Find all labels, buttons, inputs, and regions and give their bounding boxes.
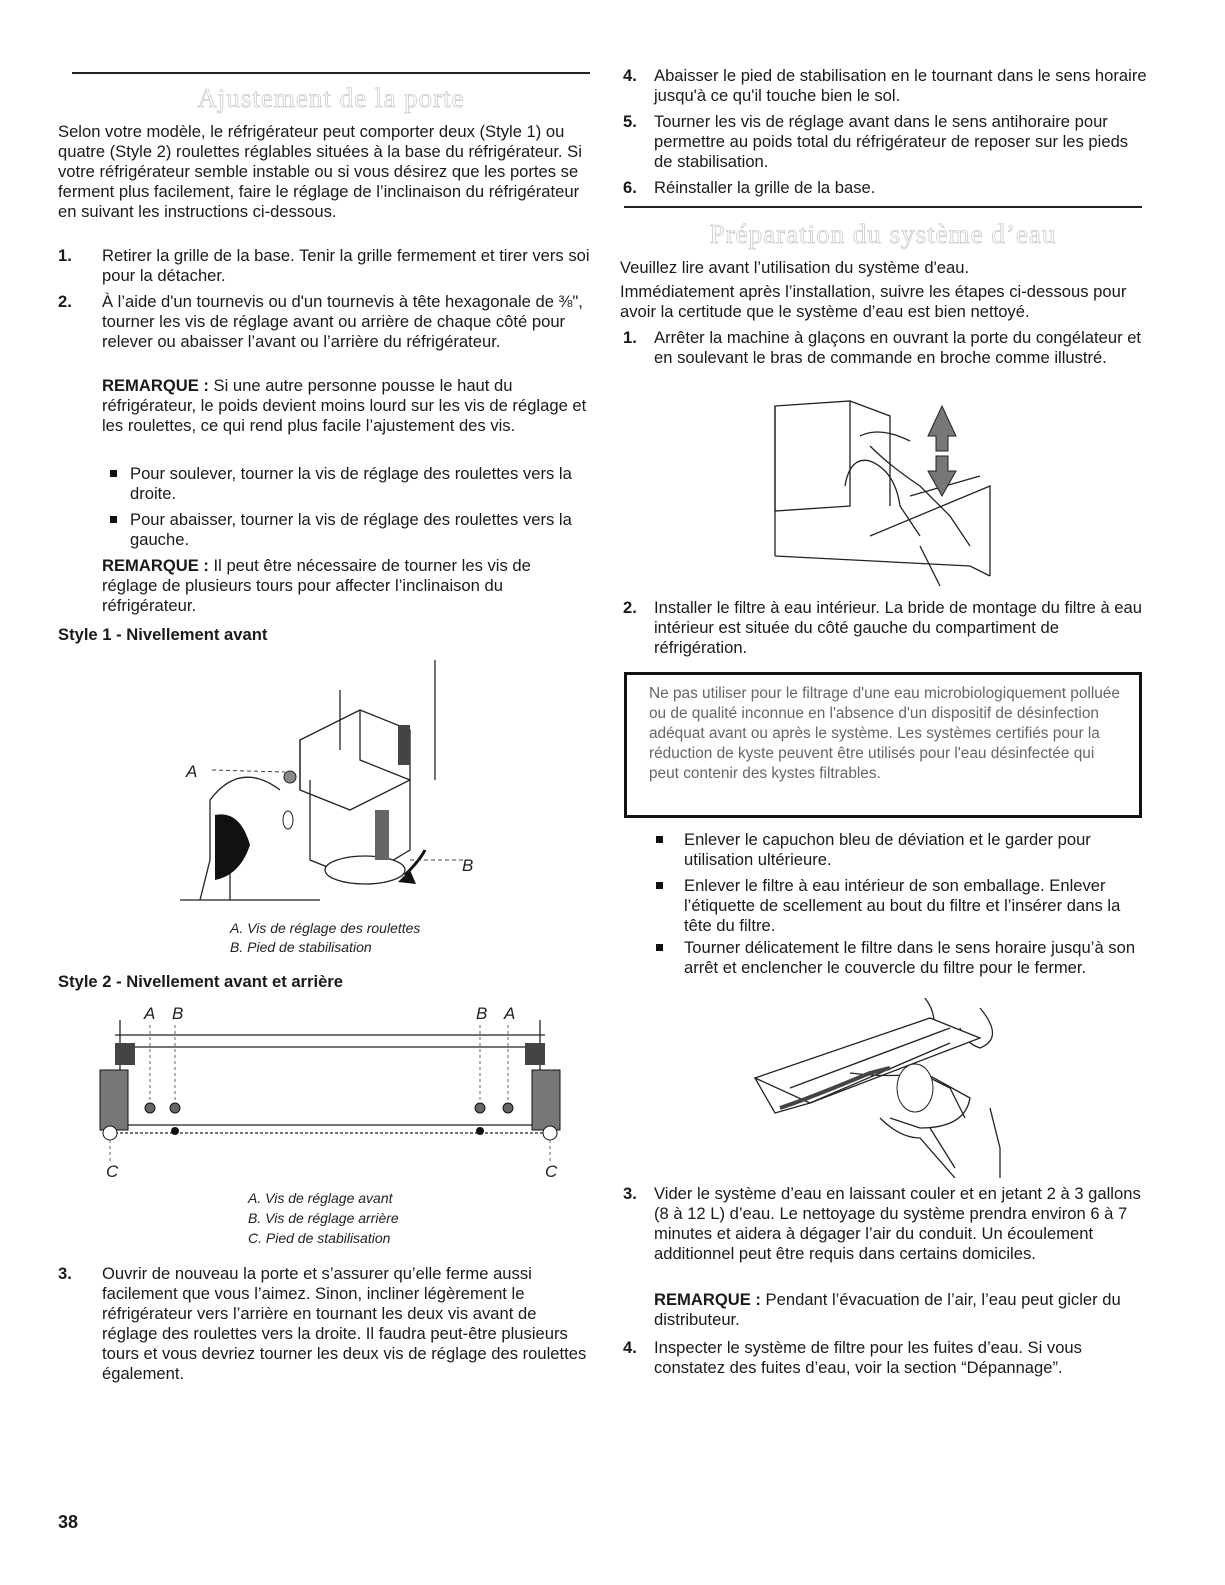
warning-text: Ne pas utiliser pour le filtrage d'une eau microbiologiquement polluée ou de qualité inconnue en l'absence d'un dispositif de désinfection adéquat avant ou après le système. Les systèmes certifiés pour la réduction de kyste peuvent être utilisés pour l'eau désinfectée qui peut contenir des kystes filtrables. <box>649 685 1120 782</box>
step-number: 2. <box>58 292 72 311</box>
note-paragraph: REMARQUE : Si une autre personne pousse le haut du réfrigérateur, le poids devient moins lourd sur les vis de réglage et les roulettes, ce qui rend plus facile l’ajustement des vis. <box>102 376 587 435</box>
step-text: Vider le système d’eau en laissant couler et en jetant 2 à 3 gallons (8 à 12 L) d’eau. Le nettoyage du système prendra environ 6 à 7 minutes et aidera à dégager l’air du conduit. Un écoulement additionnel peut être requis dans certains domiciles. <box>654 1184 1141 1263</box>
bullet-text: Pour soulever, tourner la vis de réglage des roulettes vers la droite. <box>130 464 572 503</box>
bullet-marker <box>656 944 663 951</box>
figure-caption: C. Pied de stabilisation <box>248 1230 391 1246</box>
section-heading-door: Ajustement de la porte <box>197 83 465 113</box>
bullet-text: Enlever le filtre à eau intérieur de son emballage. Enlever l’étiquette de scellement au bout du filtre et l’insérer dans la tête du filtre. <box>684 876 1121 935</box>
figure-label-b: B <box>172 1004 184 1023</box>
figure-label-b: B <box>476 1004 488 1023</box>
step-number: 3. <box>623 1184 637 1203</box>
figure-label-b: B <box>462 856 474 875</box>
step-number: 4. <box>623 66 637 85</box>
step-text: À l’aide d'un tournevis ou d'un tournevis à tête hexagonale de ⅜", tourner les vis de réglage avant ou arrière de chaque côté pour relever ou abaisser l’avant ou l’arrière du réfrigérateur. <box>102 292 583 351</box>
step-text: Ouvrir de nouveau la porte et s’assurer qu’elle ferme aussi facilement que vous l’aimez. Sinon, incliner légèrement le réfrigérateur vers l’arrière en tournant les deux vis avant de réglage des roulettes vers la droite. Il faudra peut-être plusieurs tours et vous devriez tourner les deux vis de réglage des roulettes également. <box>102 1264 587 1383</box>
paragraph: Immédiatement après l’installation, suivre les étapes ci-dessous pour avoir la certitude que le système d’eau est bien nettoyé. <box>620 282 1127 321</box>
bullet-marker <box>656 836 663 843</box>
front-back-leveling-illustration <box>95 1015 565 1165</box>
warning-box <box>624 672 1142 818</box>
step-text: Installer le filtre à eau intérieur. La bride de montage du filtre à eau intérieur est située du côté gauche du compartiment de réfrigération. <box>654 598 1142 657</box>
intro-paragraph: Selon votre modèle, le réfrigérateur peut comporter deux (Style 1) ou quatre (Style 2) roulettes réglables situées à la base du réfrigérateur. Si votre réfrigérateur semble instable ou si vous désirez que les portes se ferment plus facilement, faire le réglage de l’inclinaison du réfrigérateur en suivant les instructions ci-dessous. <box>58 122 582 221</box>
bullet-marker <box>110 470 117 477</box>
figure-label-c: C <box>106 1162 119 1181</box>
ice-maker-arm-illustration <box>770 396 1000 596</box>
step-number: 5. <box>623 112 637 131</box>
left-top-rule <box>72 72 590 74</box>
figure-caption: B. Vis de réglage arrière <box>248 1210 399 1226</box>
step-text: Réinstaller la grille de la base. <box>654 178 876 197</box>
paragraph: Veuillez lire avant l’utilisation du système d'eau. <box>620 258 970 277</box>
step-text: Arrêter la machine à glaçons en ouvrant la porte du congélateur et en soulevant le bras de commande en broche comme illustré. <box>654 328 1142 367</box>
bullet-text: Enlever le capuchon bleu de déviation et le garder pour utilisation ultérieure. <box>684 830 1091 869</box>
figure-label-a: A <box>186 762 198 781</box>
note-paragraph: REMARQUE : Il peut être nécessaire de tourner les vis de réglage de plusieurs tours pour affecter l’inclinaison du réfrigérateur. <box>102 556 531 615</box>
note-paragraph: REMARQUE : Pendant l’évacuation de l’air, l’eau peut gicler du distributeur. <box>654 1290 1121 1329</box>
style2-title: Style 2 - Nivellement avant et arrière <box>58 972 343 991</box>
right-section-rule <box>624 206 1142 208</box>
step-number: 6. <box>623 178 637 197</box>
step-text: Abaisser le pied de stabilisation en le tournant dans le sens horaire jusqu'à ce qu'il touche bien le sol. <box>654 66 1147 105</box>
figure-caption: B. Pied de stabilisation <box>230 939 372 955</box>
bullet-text: Tourner délicatement le filtre dans le sens horaire jusqu’à son arrêt et enclencher le couvercle du filtre pour le fermer. <box>684 938 1136 977</box>
bullet-marker <box>110 516 117 523</box>
style1-title: Style 1 - Nivellement avant <box>58 625 268 644</box>
step-text: Inspecter le système de filtre pour les fuites d’eau. Si vous constatez des fuites d’eau, voir la section “Dépannage”. <box>654 1338 1082 1377</box>
page-number: 38 <box>58 1512 79 1532</box>
roller-adjustment-illustration <box>180 660 480 920</box>
filter-insertion-illustration <box>750 998 1030 1178</box>
step-number: 4. <box>623 1338 637 1357</box>
figure-caption: A. Vis de réglage des roulettes <box>230 920 421 936</box>
figure-label-a: A <box>504 1004 516 1023</box>
section-heading-water: Préparation du système d’eau <box>709 219 1057 249</box>
step-number: 1. <box>623 328 637 347</box>
bullet-text: Pour abaisser, tourner la vis de réglage des roulettes vers la gauche. <box>130 510 572 549</box>
figure-caption: A. Vis de réglage avant <box>248 1190 393 1206</box>
bullet-marker <box>656 882 663 889</box>
step-text: Retirer la grille de la base. Tenir la grille fermement et tirer vers soi pour la détacher. <box>102 246 590 285</box>
figure-label-c: C <box>545 1162 558 1181</box>
step-number: 2. <box>623 598 637 617</box>
step-number: 1. <box>58 246 72 265</box>
step-text: Tourner les vis de réglage avant dans le sens antihoraire pour permettre au poids total du réfrigérateur de reposer sur les pieds de stabilisation. <box>654 112 1129 171</box>
step-number: 3. <box>58 1264 72 1283</box>
figure-label-a: A <box>144 1004 156 1023</box>
